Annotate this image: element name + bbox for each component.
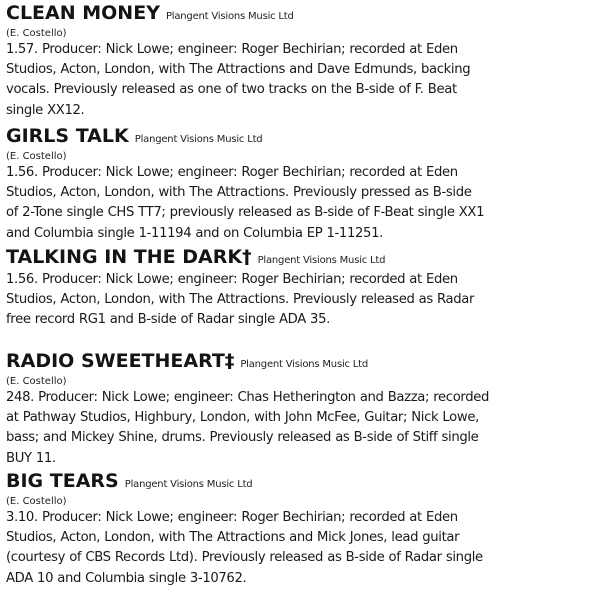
track-title: BIG TEARS xyxy=(6,470,119,492)
track-publisher: Plangent Visions Music Ltd xyxy=(124,479,253,490)
notes-line: bass; and Mickey Shine, drums. Previously released as B-side of Stiff single xyxy=(6,430,479,446)
notes-line: 3.10. Producer: Nick Lowe; engineer: Roger Bechirian; recorded at Eden xyxy=(6,510,458,525)
track-entry-clean-money xyxy=(6,2,470,121)
notes-line: single XX12. xyxy=(6,102,85,118)
songwriter-credit: (E. Costello) xyxy=(6,376,67,387)
track-notes xyxy=(6,40,470,121)
track-publisher: Plangent Visions Music Ltd xyxy=(257,255,386,266)
notes-line: Studios, Acton, London, with The Attractions. Previously released as Radar xyxy=(6,292,475,308)
songwriter-credit: (E. Costello) xyxy=(6,496,67,507)
notes-line: Studios, Acton, London, with The Attractions and Dave Edmunds, backing xyxy=(6,62,471,78)
track-title: CLEAN MONEY xyxy=(6,2,160,24)
track-notes xyxy=(6,163,484,244)
notes-line: vocals. Previously released as one of two tracks on the B-side of F. Beat xyxy=(6,82,457,98)
track-header xyxy=(6,350,489,374)
notes-line: 1.56. Producer: Nick Lowe; engineer: Roger Bechirian; recorded at Eden xyxy=(6,272,458,287)
track-entry-talking-in-the-dark xyxy=(6,246,474,331)
notes-line: 1.56. Producer: Nick Lowe; engineer: Roger Bechirian; recorded at Eden xyxy=(6,165,458,180)
notes-line: 248. Producer: Nick Lowe; engineer: Chas Hetherington and Bazza; recorded xyxy=(6,390,490,405)
track-publisher: Plangent Visions Music Ltd xyxy=(240,359,369,370)
track-publisher: Plangent Visions Music Ltd xyxy=(165,11,294,22)
songwriter-credit: (E. Costello) xyxy=(6,28,67,39)
track-notes xyxy=(6,508,483,589)
notes-line: ADA 10 and Columbia single 3-10762. xyxy=(6,570,247,586)
track-header xyxy=(6,470,483,494)
track-header xyxy=(6,246,474,270)
track-header xyxy=(6,125,484,149)
track-notes xyxy=(6,270,474,331)
track-title: RADIO SWEETHEART‡ xyxy=(6,350,235,372)
notes-line: and Columbia single 1-11194 and on Columbia EP 1-11251. xyxy=(6,225,383,241)
track-title: GIRLS TALK xyxy=(6,125,129,147)
track-entry-big-tears xyxy=(6,470,483,589)
notes-line: Studios, Acton, London, with The Attractions and Mick Jones, lead guitar xyxy=(6,530,460,546)
track-title: TALKING IN THE DARK† xyxy=(6,246,252,268)
songwriter-credit: (E. Costello) xyxy=(6,151,67,162)
notes-line: at Pathway Studios, Highbury, London, with John McFee, Guitar; Nick Lowe, xyxy=(6,410,479,426)
track-notes xyxy=(6,388,489,469)
track-publisher: Plangent Visions Music Ltd xyxy=(134,134,263,145)
track-header xyxy=(6,2,470,26)
track-entry-girls-talk xyxy=(6,125,484,244)
notes-line: Studios, Acton, London, with The Attractions. Previously pressed as B-side xyxy=(6,185,472,201)
notes-line: free record RG1 and B-side of Radar single ADA 35. xyxy=(6,312,330,328)
track-entry-radio-sweetheart xyxy=(6,350,489,469)
notes-line: 1.57. Producer: Nick Lowe; engineer: Roger Bechirian; recorded at Eden xyxy=(6,42,458,57)
notes-line: BUY 11. xyxy=(6,450,56,466)
notes-line: of 2-Tone single CHS TT7; previously released as B-side of F-Beat single XX1 xyxy=(6,205,485,221)
notes-line: (courtesy of CBS Records Ltd). Previously released as B-side of Radar single xyxy=(6,550,483,566)
